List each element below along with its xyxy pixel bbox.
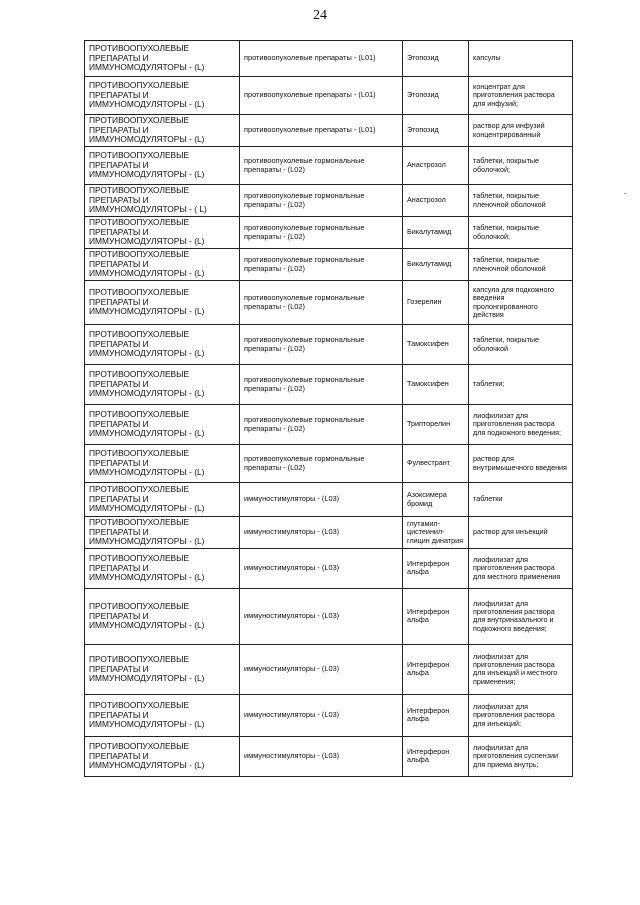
- table-row: [85, 77, 573, 115]
- drug-cell: Интерферон альфа: [403, 588, 469, 644]
- table-row: [85, 644, 573, 694]
- group-cell: ПРОТИВООПУХОЛЕВЫЕ ПРЕПАРАТЫ И ИММУНОМОДУЛЯТОРЫ - (L): [85, 281, 240, 325]
- form-cell: лиофилизат для приготовления раствора для инъекций и местного применения;: [469, 644, 573, 694]
- subgroup-cell: иммуностимуляторы - (L03): [240, 736, 403, 776]
- table-row: [85, 405, 573, 445]
- drug-cell: Анастрозол: [403, 147, 469, 185]
- drug-cell: Анастрозол: [403, 185, 469, 217]
- subgroup-cell: противоопухолевые гормональные препараты - (L02): [240, 325, 403, 365]
- form-cell: лиофилизат для приготовления раствора для внутриназального и подкожного введения;: [469, 588, 573, 644]
- table-row: [85, 365, 573, 405]
- form-cell: лиофилизат для приготовления суспензии для приема внутрь;: [469, 736, 573, 776]
- drug-cell: Тамоксифен: [403, 365, 469, 405]
- form-cell: капсулы: [469, 41, 573, 77]
- form-cell: раствор для внутримышечного введения: [469, 445, 573, 483]
- drug-cell: Интерферон альфа: [403, 736, 469, 776]
- form-cell: лиофилизат для приготовления раствора для инъекций;: [469, 694, 573, 736]
- drug-cell: Фулвестрант: [403, 445, 469, 483]
- subgroup-cell: противоопухолевые препараты - (L01): [240, 77, 403, 115]
- group-cell: ПРОТИВООПУХОЛЕВЫЕ ПРЕПАРАТЫ И ИММУНОМОДУЛЯТОРЫ - (L): [85, 217, 240, 249]
- group-cell: ПРОТИВООПУХОЛЕВЫЕ ПРЕПАРАТЫ И ИММУНОМОДУЛЯТОРЫ - (L): [85, 445, 240, 483]
- table-row: [85, 325, 573, 365]
- drug-cell: Тамоксифен: [403, 325, 469, 365]
- table-row: [85, 548, 573, 588]
- drug-cell: Интерферон альфа: [403, 644, 469, 694]
- group-cell: ПРОТИВООПУХОЛЕВЫЕ ПРЕПАРАТЫ И ИММУНОМОДУЛЯТОРЫ - (L): [85, 644, 240, 694]
- table-row: [85, 483, 573, 517]
- group-cell: ПРОТИВООПУХОЛЕВЫЕ ПРЕПАРАТЫ И ИММУНОМОДУЛЯТОРЫ - (L): [85, 517, 240, 549]
- form-cell: раствор для инфузий концентрированный: [469, 115, 573, 147]
- form-cell: капсула для подкожного введения пролонгированного действия: [469, 281, 573, 325]
- group-cell: ПРОТИВООПУХОЛЕВЫЕ ПРЕПАРАТЫ И ИММУНОМОДУЛЯТОРЫ - (L): [85, 77, 240, 115]
- form-cell: таблетки: [469, 483, 573, 517]
- page-number: 24: [313, 8, 327, 23]
- group-cell: ПРОТИВООПУХОЛЕВЫЕ ПРЕПАРАТЫ И ИММУНОМОДУЛЯТОРЫ - (L): [85, 365, 240, 405]
- table-row: [85, 517, 573, 549]
- drug-cell: Азоксимера бромид: [403, 483, 469, 517]
- drug-table: [84, 40, 573, 777]
- drug-cell: Гозерелин: [403, 281, 469, 325]
- table-row: [85, 217, 573, 249]
- table-row: [85, 115, 573, 147]
- form-cell: лиофилизат для приготовления раствора для местного применения: [469, 548, 573, 588]
- group-cell: ПРОТИВООПУХОЛЕВЫЕ ПРЕПАРАТЫ И ИММУНОМОДУЛЯТОРЫ - (L): [85, 41, 240, 77]
- subgroup-cell: противоопухолевые гормональные препараты - (L02): [240, 249, 403, 281]
- margin-mark: -: [624, 188, 627, 198]
- table-row: [85, 281, 573, 325]
- group-cell: ПРОТИВООПУХОЛЕВЫЕ ПРЕПАРАТЫ И ИММУНОМОДУЛЯТОРЫ - (L): [85, 147, 240, 185]
- group-cell: ПРОТИВООПУХОЛЕВЫЕ ПРЕПАРАТЫ И ИММУНОМОДУЛЯТОРЫ - (L): [85, 483, 240, 517]
- group-cell: ПРОТИВООПУХОЛЕВЫЕ ПРЕПАРАТЫ И ИММУНОМОДУЛЯТОРЫ - (L): [85, 736, 240, 776]
- drug-cell: Этопозид: [403, 115, 469, 147]
- drug-cell: Бикалутамид: [403, 217, 469, 249]
- group-cell: ПРОТИВООПУХОЛЕВЫЕ ПРЕПАРАТЫ И ИММУНОМОДУЛЯТОРЫ - (L): [85, 405, 240, 445]
- subgroup-cell: противоопухолевые гормональные препараты - (L02): [240, 281, 403, 325]
- subgroup-cell: иммуностимуляторы - (L03): [240, 517, 403, 549]
- table-row: [85, 147, 573, 185]
- table-row: [85, 588, 573, 644]
- table-row: [85, 736, 573, 776]
- table-row: [85, 185, 573, 217]
- form-cell: таблетки, покрытые оболочкой;: [469, 147, 573, 185]
- table-row: [85, 249, 573, 281]
- drug-cell: Этопозид: [403, 41, 469, 77]
- subgroup-cell: противоопухолевые гормональные препараты - (L02): [240, 185, 403, 217]
- form-cell: таблетки, покрытые пленочной оболочкой: [469, 185, 573, 217]
- form-cell: лиофилизат для приготовления раствора для подкожного введения;: [469, 405, 573, 445]
- subgroup-cell: противоопухолевые препараты - (L01): [240, 115, 403, 147]
- drug-cell: Бикалутамид: [403, 249, 469, 281]
- subgroup-cell: иммуностимуляторы - (L03): [240, 548, 403, 588]
- group-cell: ПРОТИВООПУХОЛЕВЫЕ ПРЕПАРАТЫ И ИММУНОМОДУЛЯТОРЫ - (L): [85, 694, 240, 736]
- subgroup-cell: противоопухолевые гормональные препараты - (L02): [240, 365, 403, 405]
- form-cell: концентрат для приготовления раствора для инфузий;: [469, 77, 573, 115]
- group-cell: ПРОТИВООПУХОЛЕВЫЕ ПРЕПАРАТЫ И ИММУНОМОДУЛЯТОРЫ - (L): [85, 325, 240, 365]
- drug-cell: Трипторелин: [403, 405, 469, 445]
- form-cell: таблетки;: [469, 365, 573, 405]
- subgroup-cell: противоопухолевые гормональные препараты - (L02): [240, 217, 403, 249]
- subgroup-cell: противоопухолевые гормональные препараты - (L02): [240, 405, 403, 445]
- group-cell: ПРОТИВООПУХОЛЕВЫЕ ПРЕПАРАТЫ И ИММУНОМОДУЛЯТОРЫ - (L): [85, 249, 240, 281]
- drug-cell: Этопозид: [403, 77, 469, 115]
- subgroup-cell: противоопухолевые препараты - (L01): [240, 41, 403, 77]
- form-cell: таблетки, покрытые оболочкой: [469, 325, 573, 365]
- group-cell: ПРОТИВООПУХОЛЕВЫЕ ПРЕПАРАТЫ И ИММУНОМОДУЛЯТОРЫ - ( L): [85, 185, 240, 217]
- subgroup-cell: иммуностимуляторы - (L03): [240, 644, 403, 694]
- subgroup-cell: иммуностимуляторы - (L03): [240, 588, 403, 644]
- drug-cell: Интерферон альфа: [403, 694, 469, 736]
- table-body: [85, 41, 573, 777]
- subgroup-cell: иммуностимуляторы - (L03): [240, 694, 403, 736]
- group-cell: ПРОТИВООПУХОЛЕВЫЕ ПРЕПАРАТЫ И ИММУНОМОДУЛЯТОРЫ - (L): [85, 115, 240, 147]
- form-cell: таблетки, покрытые оболочкой;: [469, 217, 573, 249]
- form-cell: таблетки, покрытые пленочной оболочкой: [469, 249, 573, 281]
- drug-cell: Интерферон альфа: [403, 548, 469, 588]
- group-cell: ПРОТИВООПУХОЛЕВЫЕ ПРЕПАРАТЫ И ИММУНОМОДУЛЯТОРЫ - (L): [85, 588, 240, 644]
- drug-cell: глутамил-цистеинил-глицин динатрия: [403, 517, 469, 549]
- table-row: [85, 445, 573, 483]
- table-row: [85, 694, 573, 736]
- subgroup-cell: противоопухолевые гормональные препараты - (L02): [240, 147, 403, 185]
- form-cell: раствор для инъекций: [469, 517, 573, 549]
- subgroup-cell: противоопухолевые гормональные препараты - (L02): [240, 445, 403, 483]
- subgroup-cell: иммуностимуляторы - (L03): [240, 483, 403, 517]
- group-cell: ПРОТИВООПУХОЛЕВЫЕ ПРЕПАРАТЫ И ИММУНОМОДУЛЯТОРЫ - (L): [85, 548, 240, 588]
- table-row: [85, 41, 573, 77]
